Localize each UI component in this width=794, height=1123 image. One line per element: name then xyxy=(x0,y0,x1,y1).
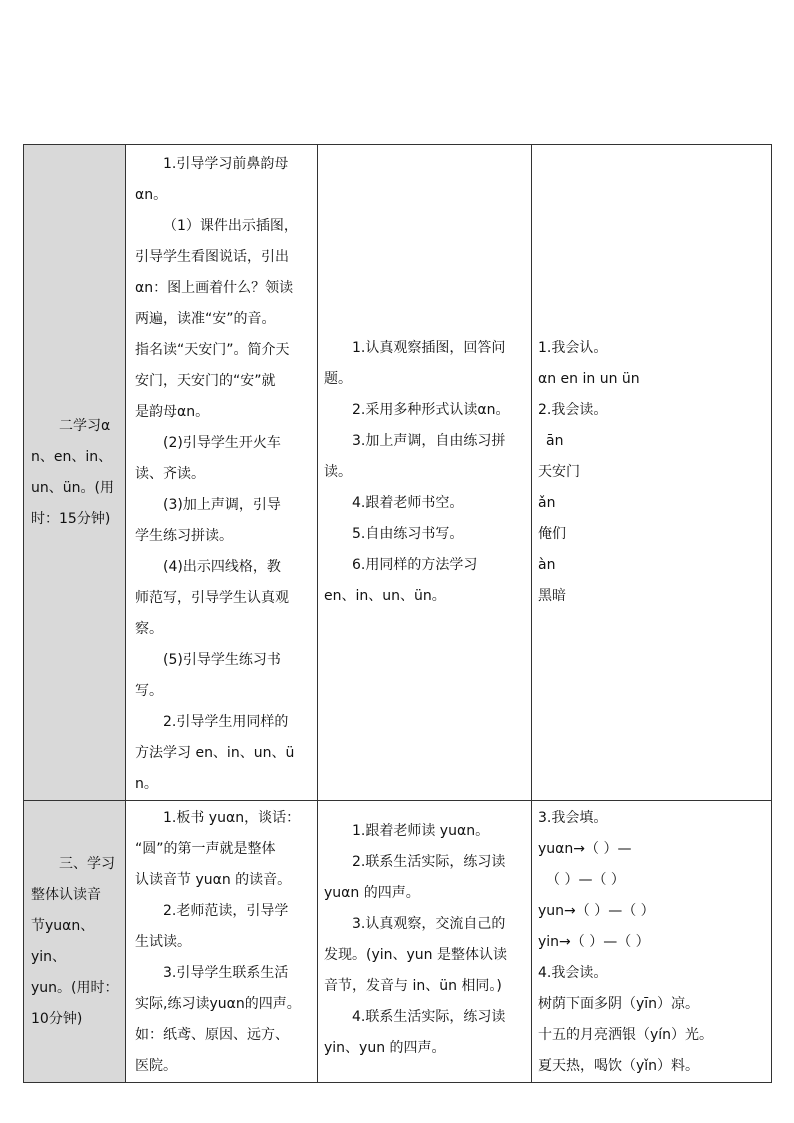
student-line: yin、yun 的四声。 xyxy=(324,1040,446,1056)
stage-line: un、ün。(用 xyxy=(31,479,114,496)
practice-line: ān xyxy=(546,433,564,449)
stage-cell xyxy=(24,145,126,801)
student-line: en、in、un、ün。 xyxy=(324,588,446,604)
stage-line: 三、学习 xyxy=(59,855,115,872)
teacher-line: n。 xyxy=(135,776,158,792)
practice-line: （ ）—（ ） xyxy=(546,872,625,888)
student-line: 2.采用多种形式认读αn。 xyxy=(352,402,510,418)
teacher-line: 是韵母αn。 xyxy=(135,404,210,420)
teacher-line: （1）课件出示插图， xyxy=(163,218,298,234)
student-line: 6.用同样的方法学习 xyxy=(352,557,478,573)
student-line: 1.认真观察插图，回答问 xyxy=(352,340,506,356)
practice-cell xyxy=(532,145,772,801)
teacher-activity-cell xyxy=(126,801,318,1083)
stage-cell xyxy=(24,801,126,1083)
teacher-line: 两遍，读准“安”的音。 xyxy=(135,311,276,327)
student-line: 1.跟着老师读 yuαn。 xyxy=(352,823,490,839)
teacher-line: αn：图上画着什么？领读 xyxy=(135,280,294,296)
teacher-line: 师范写，引导学生认真观 xyxy=(135,590,289,606)
teacher-line: 3.引导学生联系生活 xyxy=(163,965,289,981)
stage-line: yun。(用时： xyxy=(31,979,119,996)
stage-line: 整体认读音 xyxy=(31,886,101,903)
practice-line: yin→（ ）—（ ） xyxy=(538,934,650,950)
teacher-line: 察。 xyxy=(135,621,163,637)
student-activity-cell xyxy=(318,801,532,1083)
teacher-line: 引导学生看图说话，引出 xyxy=(135,249,289,265)
teacher-line: 安门，天安门的“安”就 xyxy=(135,373,276,389)
table-row xyxy=(24,801,772,1083)
student-line: 题。 xyxy=(324,371,352,387)
stage-line: 节yuαn、yin、 xyxy=(31,917,95,965)
practice-line: 3.我会填。 xyxy=(538,810,608,826)
table-row xyxy=(24,145,772,801)
student-line: 5.自由练习书写。 xyxy=(352,526,464,542)
teacher-line: (5)引导学生练习书 xyxy=(163,652,281,668)
teacher-line: (2)引导学生开火车 xyxy=(163,435,281,451)
student-line: 发现。(yin、yun 是整体认读 xyxy=(324,947,507,963)
teacher-line: 1.引导学习前鼻韵母 xyxy=(163,156,289,172)
teacher-line: 如：纸鸢、原因、远方、 xyxy=(135,1027,289,1043)
practice-line: 黑暗 xyxy=(538,588,566,604)
teacher-line: “圆”的第一声就是整体 xyxy=(135,841,276,857)
stage-line: 二学习α xyxy=(59,417,111,434)
practice-line: 天安门 xyxy=(538,464,580,480)
practice-line: yuαn→（ ）— xyxy=(538,841,632,857)
student-line: 2.联系生活实际，练习读 xyxy=(352,854,506,870)
teacher-line: αn。 xyxy=(135,187,168,203)
practice-line: 树荫下面多阴（yīn）凉。 xyxy=(538,996,700,1012)
stage-line: 10分钟) xyxy=(31,1010,83,1027)
teacher-line: 方法学习 en、in、un、ü xyxy=(135,745,295,761)
teacher-line: (4)出示四线格，教 xyxy=(163,559,281,575)
student-line: 音节，发音与 in、ün 相同。) xyxy=(324,978,502,994)
lesson-plan-table xyxy=(23,144,772,1083)
teacher-line: 学生练习拼读。 xyxy=(135,528,233,544)
teacher-line: 1.板书 yuαn，谈话： xyxy=(163,810,301,826)
practice-line: 夏天热，喝饮（yǐn）料。 xyxy=(538,1058,700,1074)
practice-line: àn xyxy=(538,557,556,573)
student-line: 4.联系生活实际，练习读 xyxy=(352,1009,506,1025)
teacher-activity-cell xyxy=(126,145,318,801)
teacher-line: 认读音节 yuαn 的读音。 xyxy=(135,872,292,888)
teacher-line: 写。 xyxy=(135,683,163,699)
practice-line: 4.我会读。 xyxy=(538,965,608,981)
teacher-line: 2.引导学生用同样的 xyxy=(163,714,289,730)
student-line: 3.认真观察，交流自己的 xyxy=(352,916,506,932)
stage-line: 时：15分钟) xyxy=(31,510,111,527)
teacher-line: 医院。 xyxy=(135,1058,177,1074)
student-activity-cell xyxy=(318,145,532,801)
teacher-line: 生试读。 xyxy=(135,934,191,950)
practice-line: 2.我会读。 xyxy=(538,402,608,418)
practice-line: yun→（ ）—（ ） xyxy=(538,903,655,919)
practice-line: 1.我会认。 xyxy=(538,340,608,356)
practice-line: αn en in un ün xyxy=(538,371,640,387)
student-line: yuαn 的四声。 xyxy=(324,885,420,901)
stage-line: n、en、in、 xyxy=(31,448,113,465)
student-line: 4.跟着老师书空。 xyxy=(352,495,464,511)
student-line: 读。 xyxy=(324,464,352,480)
teacher-line: 指名读“天安门”。简介天 xyxy=(135,342,290,358)
teacher-line: (3)加上声调，引导 xyxy=(163,497,281,513)
student-line: 3.加上声调，自由练习拼 xyxy=(352,433,506,449)
teacher-line: 2.老师范读，引导学 xyxy=(163,903,289,919)
practice-cell xyxy=(532,801,772,1083)
practice-line: 十五的月亮洒银（yín）光。 xyxy=(538,1027,714,1043)
practice-line: ǎn xyxy=(538,495,556,511)
teacher-line: 读、齐读。 xyxy=(135,466,205,482)
practice-line: 俺们 xyxy=(538,526,566,542)
teacher-line: 实际,练习读yuαn的四声。 xyxy=(135,996,301,1012)
